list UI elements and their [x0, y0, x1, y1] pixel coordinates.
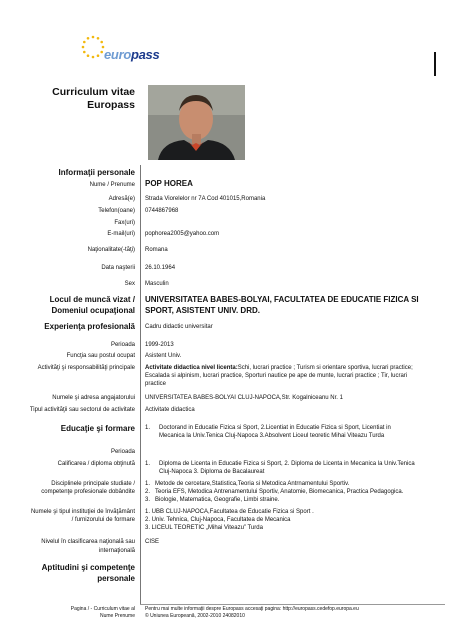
institution-list	[145, 508, 445, 532]
email-label: E-mail(uri)	[107, 231, 135, 237]
activities-line1: Schi, lucrari practice ; Turism si orientare sportiva, lucrari practice;	[237, 365, 413, 371]
footer-divider	[140, 604, 445, 605]
institution-item: 1. UBB CLUJ-NAPOCA,Facultatea de Educatie Fizica si Sport .	[145, 509, 314, 515]
level-value: CISE	[145, 539, 160, 545]
subject-item: 1. Metode de cercetare,Statistica,Teoria si Metodica Antrnamentului Sportiv.	[145, 481, 350, 487]
sex-value: Masculin	[145, 281, 169, 287]
education-section-heading: Educaţie şi formare	[60, 424, 135, 433]
level-label-line2: internaţională	[98, 548, 135, 554]
nationality-label: Naţionalitate(-tăţi)	[87, 247, 135, 253]
sex-label: Sex	[124, 281, 135, 287]
cv-subtitle: Europass	[87, 99, 135, 111]
fax-label: Fax(uri)	[114, 220, 135, 226]
experience-section-heading: Experienţa profesională	[44, 322, 135, 331]
wordmark-prefix: euro	[104, 47, 131, 62]
institution-label-line2: / furnizorului de formare	[71, 517, 135, 523]
birthdate-value: 26.10.1964	[145, 265, 176, 271]
job-label-line1: Locul de muncă vizat /	[49, 295, 135, 304]
position-label: Funcţia sau postul ocupat	[66, 353, 135, 359]
footer-left-line1: Pagina / - Curriculum vitae al	[70, 606, 135, 612]
activities-value	[145, 364, 445, 388]
job-value-line1: UNIVERSITATEA BABES-BOLYAI, FACULTATEA DE EDUCATIE FIZICA SI	[145, 295, 419, 304]
footer-right-line1: Pentru mai multe informaţii despre Europass accesaţi pagina: http://europass.cedefop.europa.eu	[145, 606, 359, 612]
eu-stars-icon	[80, 34, 106, 60]
europass-logo	[80, 34, 106, 65]
nationality-value: Romana	[145, 247, 168, 253]
wordmark-suffix: pass	[130, 47, 160, 62]
experience-summary: Cadru didactic universitar	[145, 324, 213, 330]
job-value-line2: SPORT, ASISTENT UNIV. DRD.	[145, 306, 260, 315]
qualification-value	[145, 460, 445, 476]
name-value: POP HOREA	[145, 179, 193, 188]
level-label-line1: Nivelul în clasificarea naţională sau	[41, 539, 135, 545]
subjects-label-line2: competenţe profesionale dobândite	[41, 489, 135, 495]
sector-value: Activitate didactica	[145, 407, 195, 413]
summary-line1: Doctorand in Educatie Fizica si Sport, 2.Licentiat in Educatie Fizica si Sport, Licentiat in	[159, 425, 391, 431]
education-summary	[145, 424, 445, 440]
employer-label: Numele şi adresa angajatorului	[52, 395, 135, 401]
address-value: Strada Viorelelor nr 7A Cod 401015,Romania	[145, 196, 266, 202]
activities-label: Activităţi şi responsabilităţi principale	[37, 365, 135, 371]
subject-item: 3. Biologie, Matematica, Geografie, Limbi straine.	[145, 497, 280, 503]
institution-item: 2. Univ. Tehnica, Cluj-Napoca, Facultatea de Mecanica	[145, 517, 291, 523]
phone-label: Telefon(oane)	[98, 208, 135, 214]
phone-value: 0744867968	[145, 208, 179, 214]
employer-value: UNIVERSITATEA BABES-BOLYAI CLUJ-NAPOCA,Str. Kogalniceanu Nr. 1	[145, 395, 343, 401]
institution-label-line1: Numele şi tipul instituţiei de învăţământ	[30, 509, 135, 515]
column-divider	[140, 165, 141, 605]
subject-item: 2. Teoria EFS, Metodica Antrenamentului Sportiv, Anatomie, Biomecanica, Practica Pedagogica.	[145, 489, 404, 495]
qualification-line1: Diploma de Licenta in Educatie Fizica si Sport, 2. Diploma de Licenta in Mecanica la Univ.Tenica	[159, 461, 415, 467]
position-value: Asistent Univ.	[145, 353, 182, 359]
cv-title: Curriculum vitae	[52, 86, 135, 98]
profile-photo	[148, 85, 245, 160]
skills-heading-line1: Aptitudini şi competenţe	[41, 563, 135, 572]
exp-period-label: Perioada	[110, 342, 135, 348]
exp-period-value: 1999-2013	[145, 342, 174, 348]
header-rule	[434, 52, 436, 76]
europass-wordmark	[104, 47, 159, 62]
job-label-line2: Domeniul ocupaţional	[51, 306, 135, 315]
summary-line2: Mecanica la Univ.Tenica Cluj-Napoca 3.Absolvent Liceul teoretic Mihai Viteazu Turda	[159, 433, 385, 439]
skills-heading-line2: personale	[97, 574, 135, 583]
qualification-line2: Cluj-Napoca 3. Diploma de Bacalaureat	[159, 469, 265, 475]
institution-item: 3. LICEUL TEORETIC „Mihai Viteazu” Turda	[145, 525, 263, 531]
activities-line3: practice	[145, 381, 167, 387]
subjects-label-line1: Disciplinele principale studiate /	[51, 481, 135, 487]
birthdate-label: Data naşterii	[101, 265, 135, 271]
personal-section-heading: Informaţii personale	[58, 168, 135, 177]
activities-line2: Escalada si alpinism, lucrari practice, Sporturi nautice pe ape de munte, lucrari practice ; Tir, lucrari	[145, 373, 408, 379]
address-label: Adresă(e)	[108, 196, 135, 202]
activities-heading: Activitate didactica nivel licenta:	[145, 365, 238, 371]
sector-label: Tipul activităţii sau sectorul de activitate	[29, 407, 135, 413]
qualification-number: 1.	[145, 461, 151, 467]
qualification-label: Calificarea / diploma obţinută	[57, 461, 135, 467]
footer-right-line2: © Uniunea Europeană, 2002-2010 24082010	[145, 613, 245, 619]
subjects-list	[145, 480, 445, 504]
footer-left-line2: Nume Prenume	[99, 613, 135, 619]
email-value: pophorea2005@yahoo.com	[145, 231, 220, 237]
edu-period-label: Perioada	[110, 449, 135, 455]
summary-number: 1.	[145, 425, 151, 431]
name-label: Nume / Prenume	[89, 182, 135, 188]
